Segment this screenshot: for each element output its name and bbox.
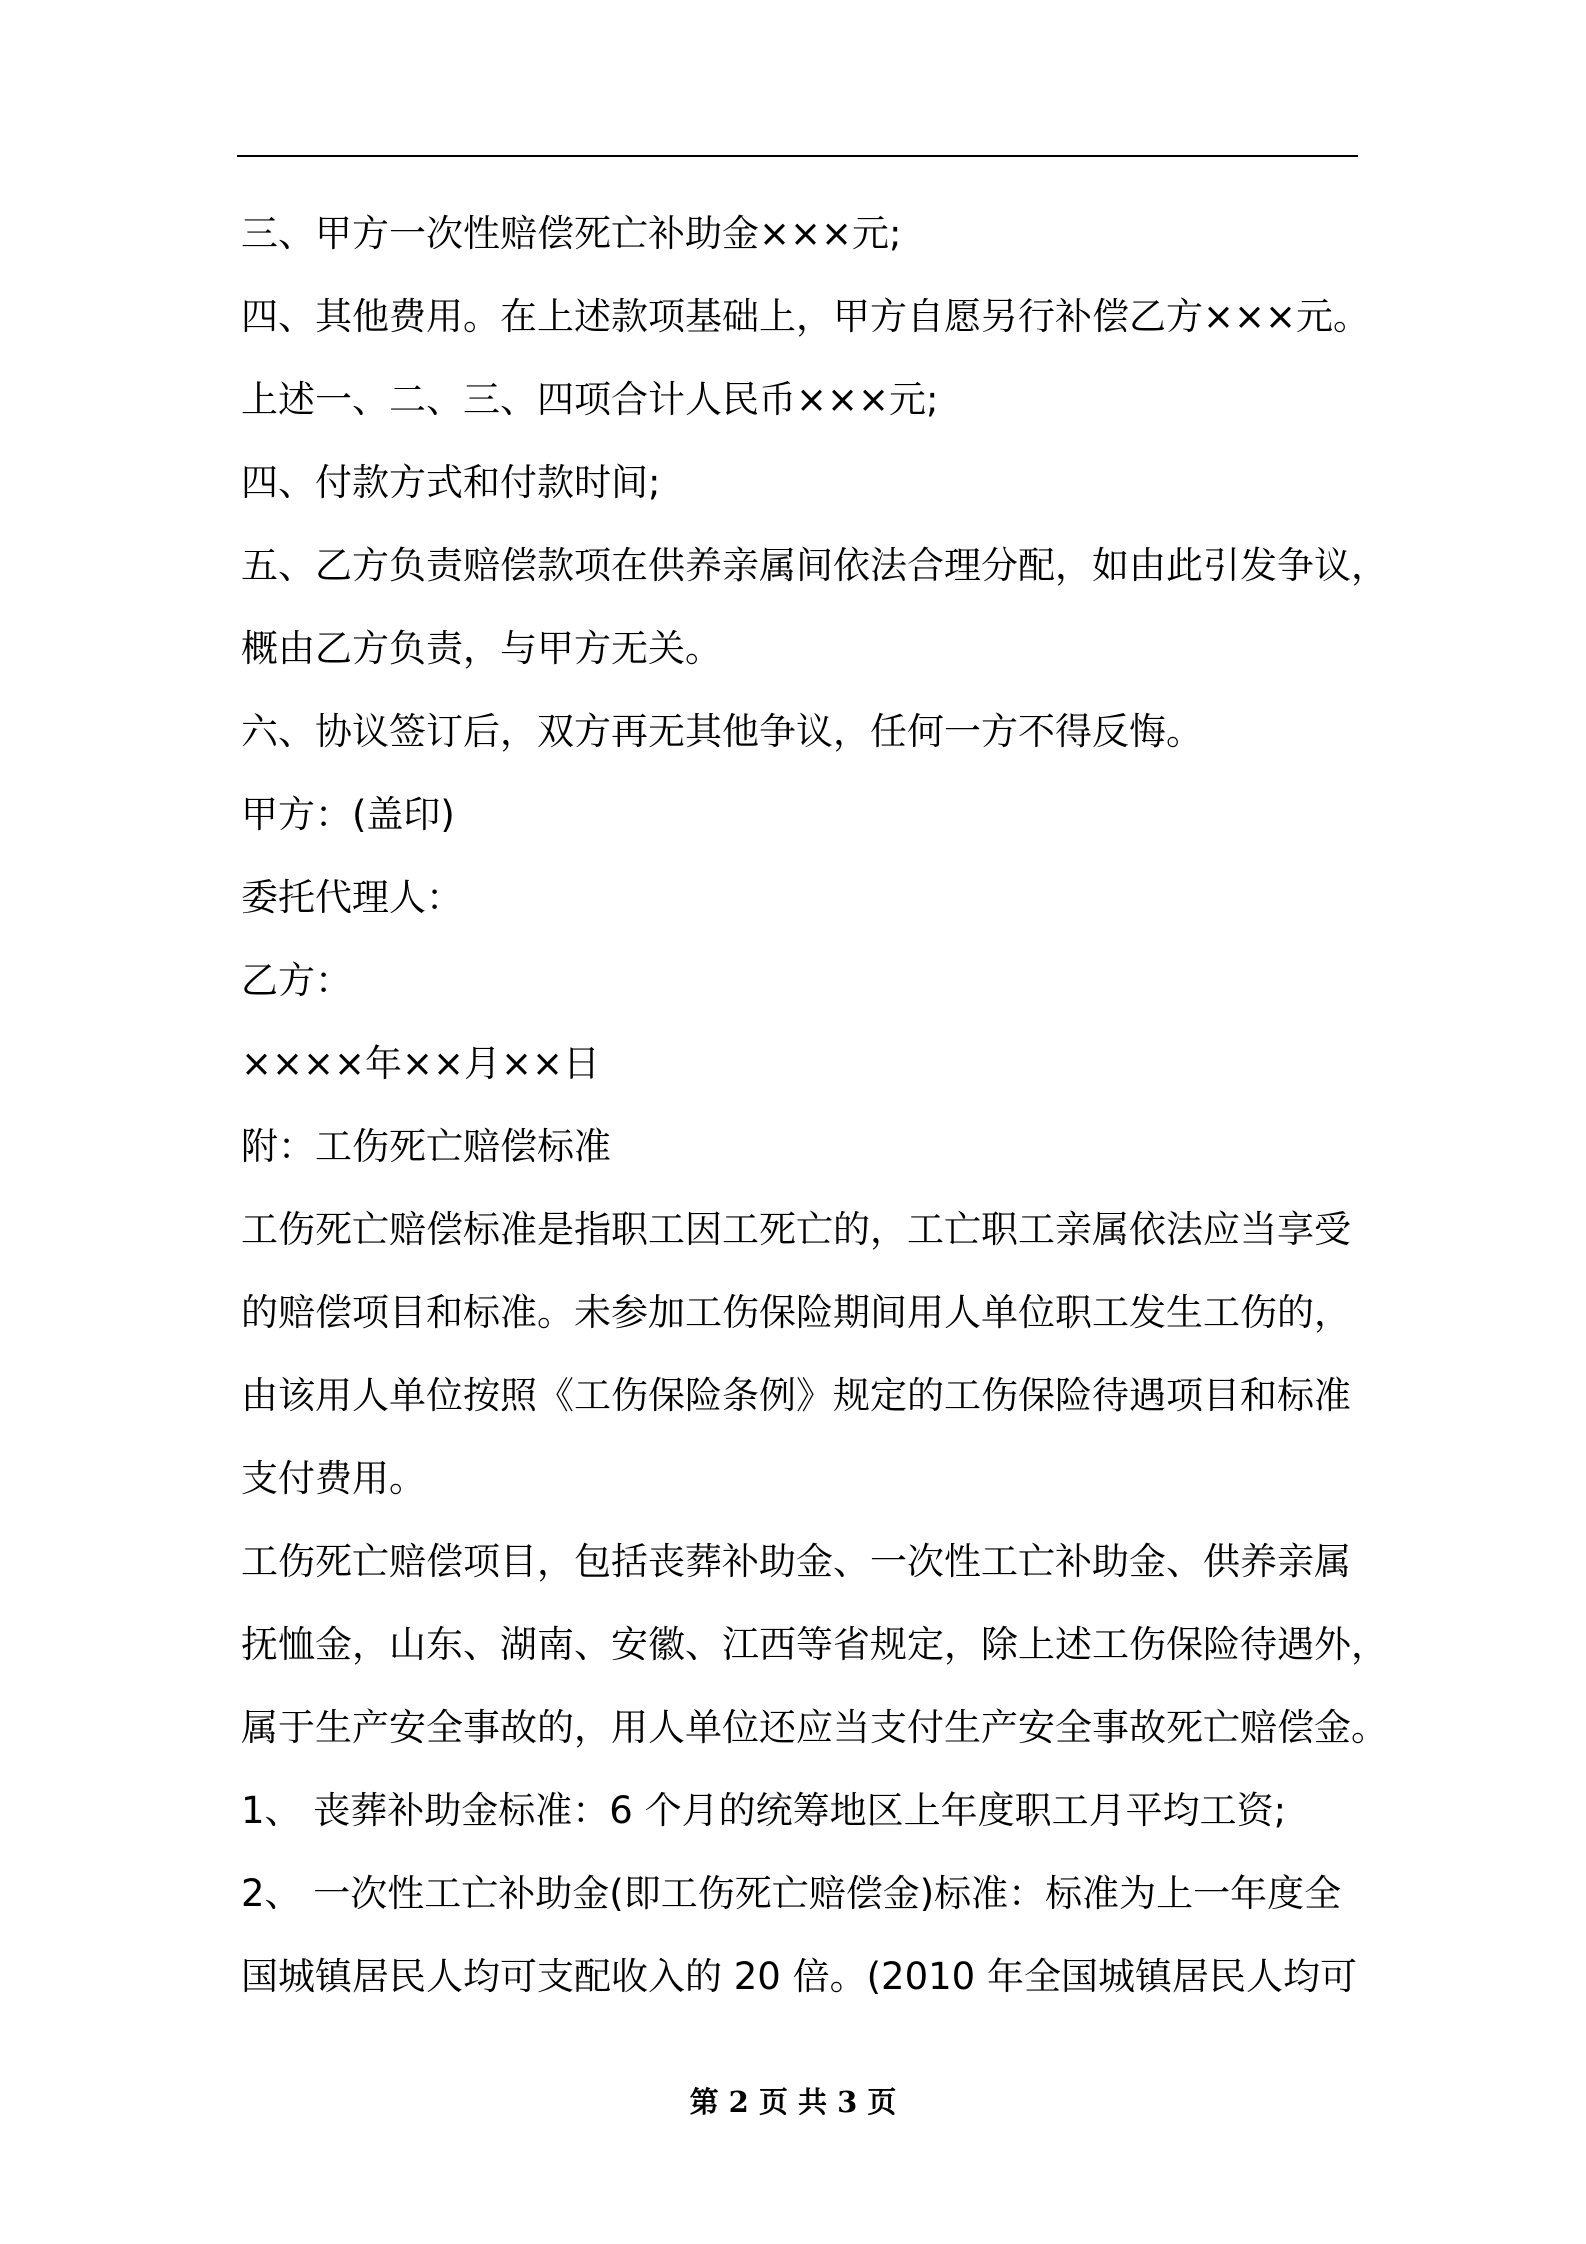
text-line: 上述一、二、三、四项合计人民币×××元;: [241, 378, 939, 421]
text-line: 四、付款方式和付款时间;: [241, 461, 661, 504]
text-line: 四、其他费用。在上述款项基础上，甲方自愿另行补偿乙方×××元。: [241, 295, 1371, 338]
header-rule: [237, 155, 1358, 157]
text-line: 六、协议签订后，双方再无其他争议，任何一方不得反悔。: [241, 710, 1203, 753]
text-line: 支付费用。: [241, 1457, 426, 1500]
text-line: 五、乙方负责赔偿款项在供养亲属间依法合理分配，如由此引发争议，: [241, 544, 1388, 587]
text-line: 工伤死亡赔偿项目，包括丧葬补助金、一次性工亡补助金、供养亲属: [241, 1540, 1351, 1583]
text-line: 三、甲方一次性赔偿死亡补助金×××元;: [241, 212, 902, 255]
text-line: 抚恤金，山东、湖南、安徽、江西等省规定，除上述工伤保险待遇外，: [241, 1623, 1388, 1666]
text-line: 1、 丧葬补助金标准：6 个月的统筹地区上年度职工月平均工资;: [241, 1789, 1287, 1832]
text-line: 由该用人单位按照《工伤保险条例》规定的工伤保险待遇项目和标准: [241, 1374, 1351, 1417]
text-line: 甲方：(盖印): [241, 793, 455, 836]
text-line: 国城镇居民人均可支配收入的 20 倍。(2010 年全国城镇居民人均可: [241, 1955, 1357, 1998]
text-line: 委托代理人：: [241, 876, 463, 919]
text-line: ××××年××月××日: [241, 1042, 601, 1085]
text-line: 概由乙方负责，与甲方无关。: [241, 627, 722, 670]
text-line: 2、 一次性工亡补助金(即工伤死亡赔偿金)标准：标准为上一年度全: [241, 1872, 1342, 1915]
text-line: 工伤死亡赔偿标准是指职工因工死亡的，工亡职工亲属依法应当享受: [241, 1208, 1351, 1251]
text-line: 的赔偿项目和标准。未参加工伤保险期间用人单位职工发生工伤的，: [241, 1291, 1351, 1334]
text-line: 附：工伤死亡赔偿标准: [241, 1125, 611, 1168]
page-number: 第 2 页 共 3 页: [689, 2085, 897, 2119]
document-body: [241, 192, 1388, 2018]
text-line: 乙方：: [241, 959, 352, 1002]
text-line: 属于生产安全事故的，用人单位还应当支付生产安全事故死亡赔偿金。: [241, 1706, 1388, 1749]
